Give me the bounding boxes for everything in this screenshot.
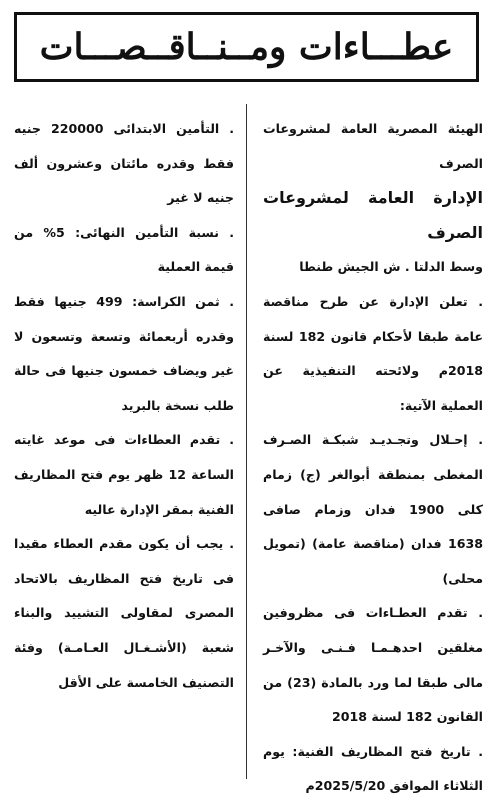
- location: وسط الدلتا . ش الجيش طنطا: [299, 259, 483, 275]
- project-description: . إحـلال وتجـديـد شبكـة الصـرف المغطى بمنطقة أبوالغر (ج) زمام كلى 1900 فدان وزمام صافى 1638 فدان (مناقصة عامة) (تمويل محلى): [263, 432, 483, 586]
- right-column: [263, 112, 483, 804]
- org-name: الهيئة المصرية العامة لمشروعات الصرف: [263, 121, 483, 171]
- opening-date: . تاريخ فتح المظاريف الفنية: يوم الثلاثاء الموافق 2025/5/20م: [263, 743, 483, 794]
- section-header: [14, 12, 479, 82]
- left-column: [14, 112, 234, 700]
- contractor-requirement: . يجب أن يكون مقدم العطاء مقيدا فى تاريخ فتح المظاريف بالاتحاد المصرى لمقاولى التشييد والبناء شعبة (الأشـغـال العـامـة) وفئة التصنيف الخامسة على الأقل: [14, 536, 234, 690]
- admin-name: الإدارة العامة لمشروعات الصرف: [263, 188, 483, 242]
- announcement: . تعلن الإدارة عن طرح مناقصة عامة طبقا لأحكام قانون 182 لسنة 2018م ولائحته التنفيذية عن العملية الآتية:: [263, 293, 483, 413]
- column-divider: [246, 104, 247, 779]
- submission-deadline: . تقدم العطاءات فى موعد غايته الساعة 12 ظهر يوم فتح المظاريف الفنية بمقر الإدارة عاليه: [14, 432, 234, 517]
- section-title: عطـــاءات ومــنــاقــصـــات: [39, 26, 454, 68]
- offers-submission: . تقدم العطـاءات فى مظروفين مغلقين احدهـمـا فـنـى والآخـر مالى طبقا لما ورد بالمادة (23) من القانون 182 لسنة 2018: [263, 605, 483, 725]
- booklet-price: . ثمن الكراسة: 499 جنيها فقط وقدره أربعمائة وتسعة وتسعون لا غير ويضاف خمسون جنيها فى حالة طلب نسخة بالبريد: [14, 293, 234, 413]
- final-insurance: . نسبة التأمين النهائى: 5% من قيمة العملية: [14, 224, 234, 275]
- initial-insurance: . التأمين الابتدائى 220000 جنيه فقط وقدره مائتان وعشرون ألف جنيه لا غير: [14, 121, 234, 206]
